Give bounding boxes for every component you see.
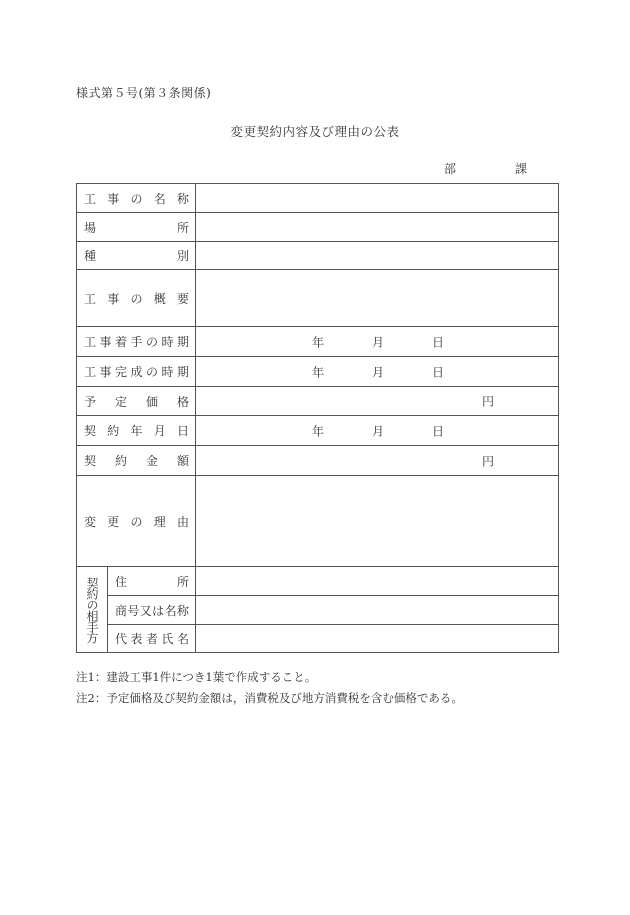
label-char: 工 bbox=[84, 291, 97, 306]
label-char: 更 bbox=[107, 514, 120, 529]
year-unit: 年 bbox=[312, 424, 325, 438]
counterparty-company-name-label bbox=[108, 596, 196, 625]
row-counterparty-representative bbox=[77, 625, 559, 653]
label-char: 契 bbox=[84, 454, 97, 468]
label-char: 価 bbox=[146, 394, 159, 409]
row-construction-overview bbox=[77, 270, 559, 327]
month-unit: 月 bbox=[372, 424, 385, 438]
yen-unit: 円 bbox=[482, 454, 495, 468]
label-char: の bbox=[146, 365, 159, 379]
disclosure-form-table bbox=[76, 183, 559, 653]
year-unit: 年 bbox=[312, 335, 325, 349]
label-char: 号 bbox=[127, 603, 140, 618]
label-char: 契 bbox=[84, 424, 97, 438]
construction-overview-field[interactable] bbox=[196, 270, 559, 327]
counterparty-address-field[interactable] bbox=[196, 567, 559, 596]
estimated-price-field[interactable] bbox=[196, 387, 559, 416]
label-char: 事 bbox=[107, 291, 120, 306]
construction-name-label bbox=[77, 184, 196, 213]
label-char: 年 bbox=[130, 424, 143, 438]
counterparty-group-text: 契約の相手方 bbox=[85, 576, 99, 643]
category-field[interactable] bbox=[196, 242, 559, 270]
row-estimated-price bbox=[77, 387, 559, 416]
row-change-reason bbox=[77, 476, 559, 567]
row-contract-date bbox=[77, 416, 559, 446]
label-char: の bbox=[130, 191, 143, 206]
label-char: 名 bbox=[177, 632, 190, 646]
department-label: 部 bbox=[444, 162, 457, 176]
label-char: 手 bbox=[130, 335, 143, 349]
counterparty-group-label bbox=[77, 567, 108, 653]
counterparty-address-label bbox=[108, 567, 196, 596]
contract-date-field[interactable] bbox=[196, 416, 559, 446]
label-char: 所 bbox=[177, 220, 190, 235]
label-char: 種 bbox=[84, 249, 97, 263]
label-char: 理 bbox=[153, 514, 166, 529]
label-char: 事 bbox=[99, 365, 112, 379]
label-char: 期 bbox=[177, 365, 190, 379]
row-counterparty-company-name bbox=[77, 596, 559, 625]
label-char: 名 bbox=[164, 603, 177, 618]
month-unit: 月 bbox=[372, 365, 385, 379]
row-counterparty-address bbox=[77, 567, 559, 596]
label-char: 事 bbox=[107, 191, 120, 206]
month-unit: 月 bbox=[372, 335, 385, 349]
label-char: 期 bbox=[177, 335, 190, 349]
form-number: 様式第５号(第３条関係) bbox=[76, 86, 212, 100]
document-title: 変更契約内容及び理由の公表 bbox=[230, 124, 400, 139]
category-label bbox=[77, 242, 196, 270]
completion-date-field[interactable] bbox=[196, 357, 559, 387]
label-char: 額 bbox=[177, 454, 190, 468]
note-1: 注1：建設工事1件につき1葉で作成すること。 bbox=[76, 670, 317, 684]
counterparty-company-name-field[interactable] bbox=[196, 596, 559, 625]
start-date-field[interactable] bbox=[196, 327, 559, 357]
contract-amount-field[interactable] bbox=[196, 446, 559, 476]
label-char: 時 bbox=[161, 335, 174, 349]
label-char: 完 bbox=[115, 365, 128, 379]
label-char: 由 bbox=[177, 514, 190, 529]
section-label: 課 bbox=[515, 162, 528, 176]
construction-name-field[interactable] bbox=[196, 184, 559, 213]
label-char: 格 bbox=[177, 394, 190, 409]
label-char: 月 bbox=[153, 424, 166, 438]
label-char: 定 bbox=[115, 394, 128, 409]
construction-overview-label bbox=[77, 270, 196, 327]
completion-date-label bbox=[77, 357, 196, 387]
label-char: の bbox=[130, 514, 143, 529]
label-char: 着 bbox=[115, 335, 128, 349]
counterparty-representative-field[interactable] bbox=[196, 625, 559, 653]
label-char: 別 bbox=[177, 249, 190, 263]
year-unit: 年 bbox=[312, 365, 325, 379]
label-char: の bbox=[130, 291, 143, 306]
label-char: 工 bbox=[84, 191, 97, 206]
start-date-label bbox=[77, 327, 196, 357]
note-2: 注2：予定価格及び契約金額は，消費税及び地方消費税を含む価格である。 bbox=[76, 691, 463, 705]
label-char: 成 bbox=[130, 365, 143, 379]
label-char: 場 bbox=[84, 220, 97, 235]
label-char: 変 bbox=[84, 514, 97, 529]
label-char: 住 bbox=[115, 574, 128, 589]
label-char: 商 bbox=[115, 603, 128, 618]
row-location bbox=[77, 213, 559, 242]
row-completion-date bbox=[77, 357, 559, 387]
counterparty-representative-label bbox=[108, 625, 196, 653]
contract-date-label bbox=[77, 416, 196, 446]
day-unit: 日 bbox=[432, 424, 445, 438]
contract-amount-label bbox=[77, 446, 196, 476]
label-char: の bbox=[146, 335, 159, 349]
location-field[interactable] bbox=[196, 213, 559, 242]
label-char: 称 bbox=[177, 191, 190, 206]
row-category bbox=[77, 242, 559, 270]
day-unit: 日 bbox=[432, 335, 445, 349]
row-start-date bbox=[77, 327, 559, 357]
day-unit: 日 bbox=[432, 365, 445, 379]
label-char: は bbox=[152, 603, 165, 618]
label-char: 者 bbox=[146, 632, 159, 646]
label-char: 約 bbox=[107, 424, 120, 438]
row-contract-amount bbox=[77, 446, 559, 476]
label-char: 又 bbox=[139, 603, 152, 618]
label-char: 所 bbox=[177, 574, 190, 589]
notes bbox=[76, 667, 463, 709]
label-char: 要 bbox=[177, 291, 190, 306]
label-char: 日 bbox=[177, 424, 190, 438]
estimated-price-label bbox=[77, 387, 196, 416]
row-construction-name bbox=[77, 184, 559, 213]
change-reason-label bbox=[77, 476, 196, 567]
location-label bbox=[77, 213, 196, 242]
change-reason-field[interactable] bbox=[196, 476, 559, 567]
label-char: 代 bbox=[115, 632, 128, 646]
label-char: 称 bbox=[176, 603, 189, 618]
yen-unit: 円 bbox=[482, 394, 495, 409]
label-char: 金 bbox=[146, 454, 159, 468]
label-char: 時 bbox=[161, 365, 174, 379]
label-char: 約 bbox=[115, 454, 128, 468]
label-char: 名 bbox=[153, 191, 166, 206]
label-char: 概 bbox=[153, 291, 166, 306]
label-char: 予 bbox=[84, 394, 97, 409]
label-char: 表 bbox=[130, 632, 143, 646]
label-char: 工 bbox=[84, 335, 97, 349]
label-char: 氏 bbox=[161, 632, 174, 646]
label-char: 工 bbox=[84, 365, 97, 379]
label-char: 事 bbox=[99, 335, 112, 349]
